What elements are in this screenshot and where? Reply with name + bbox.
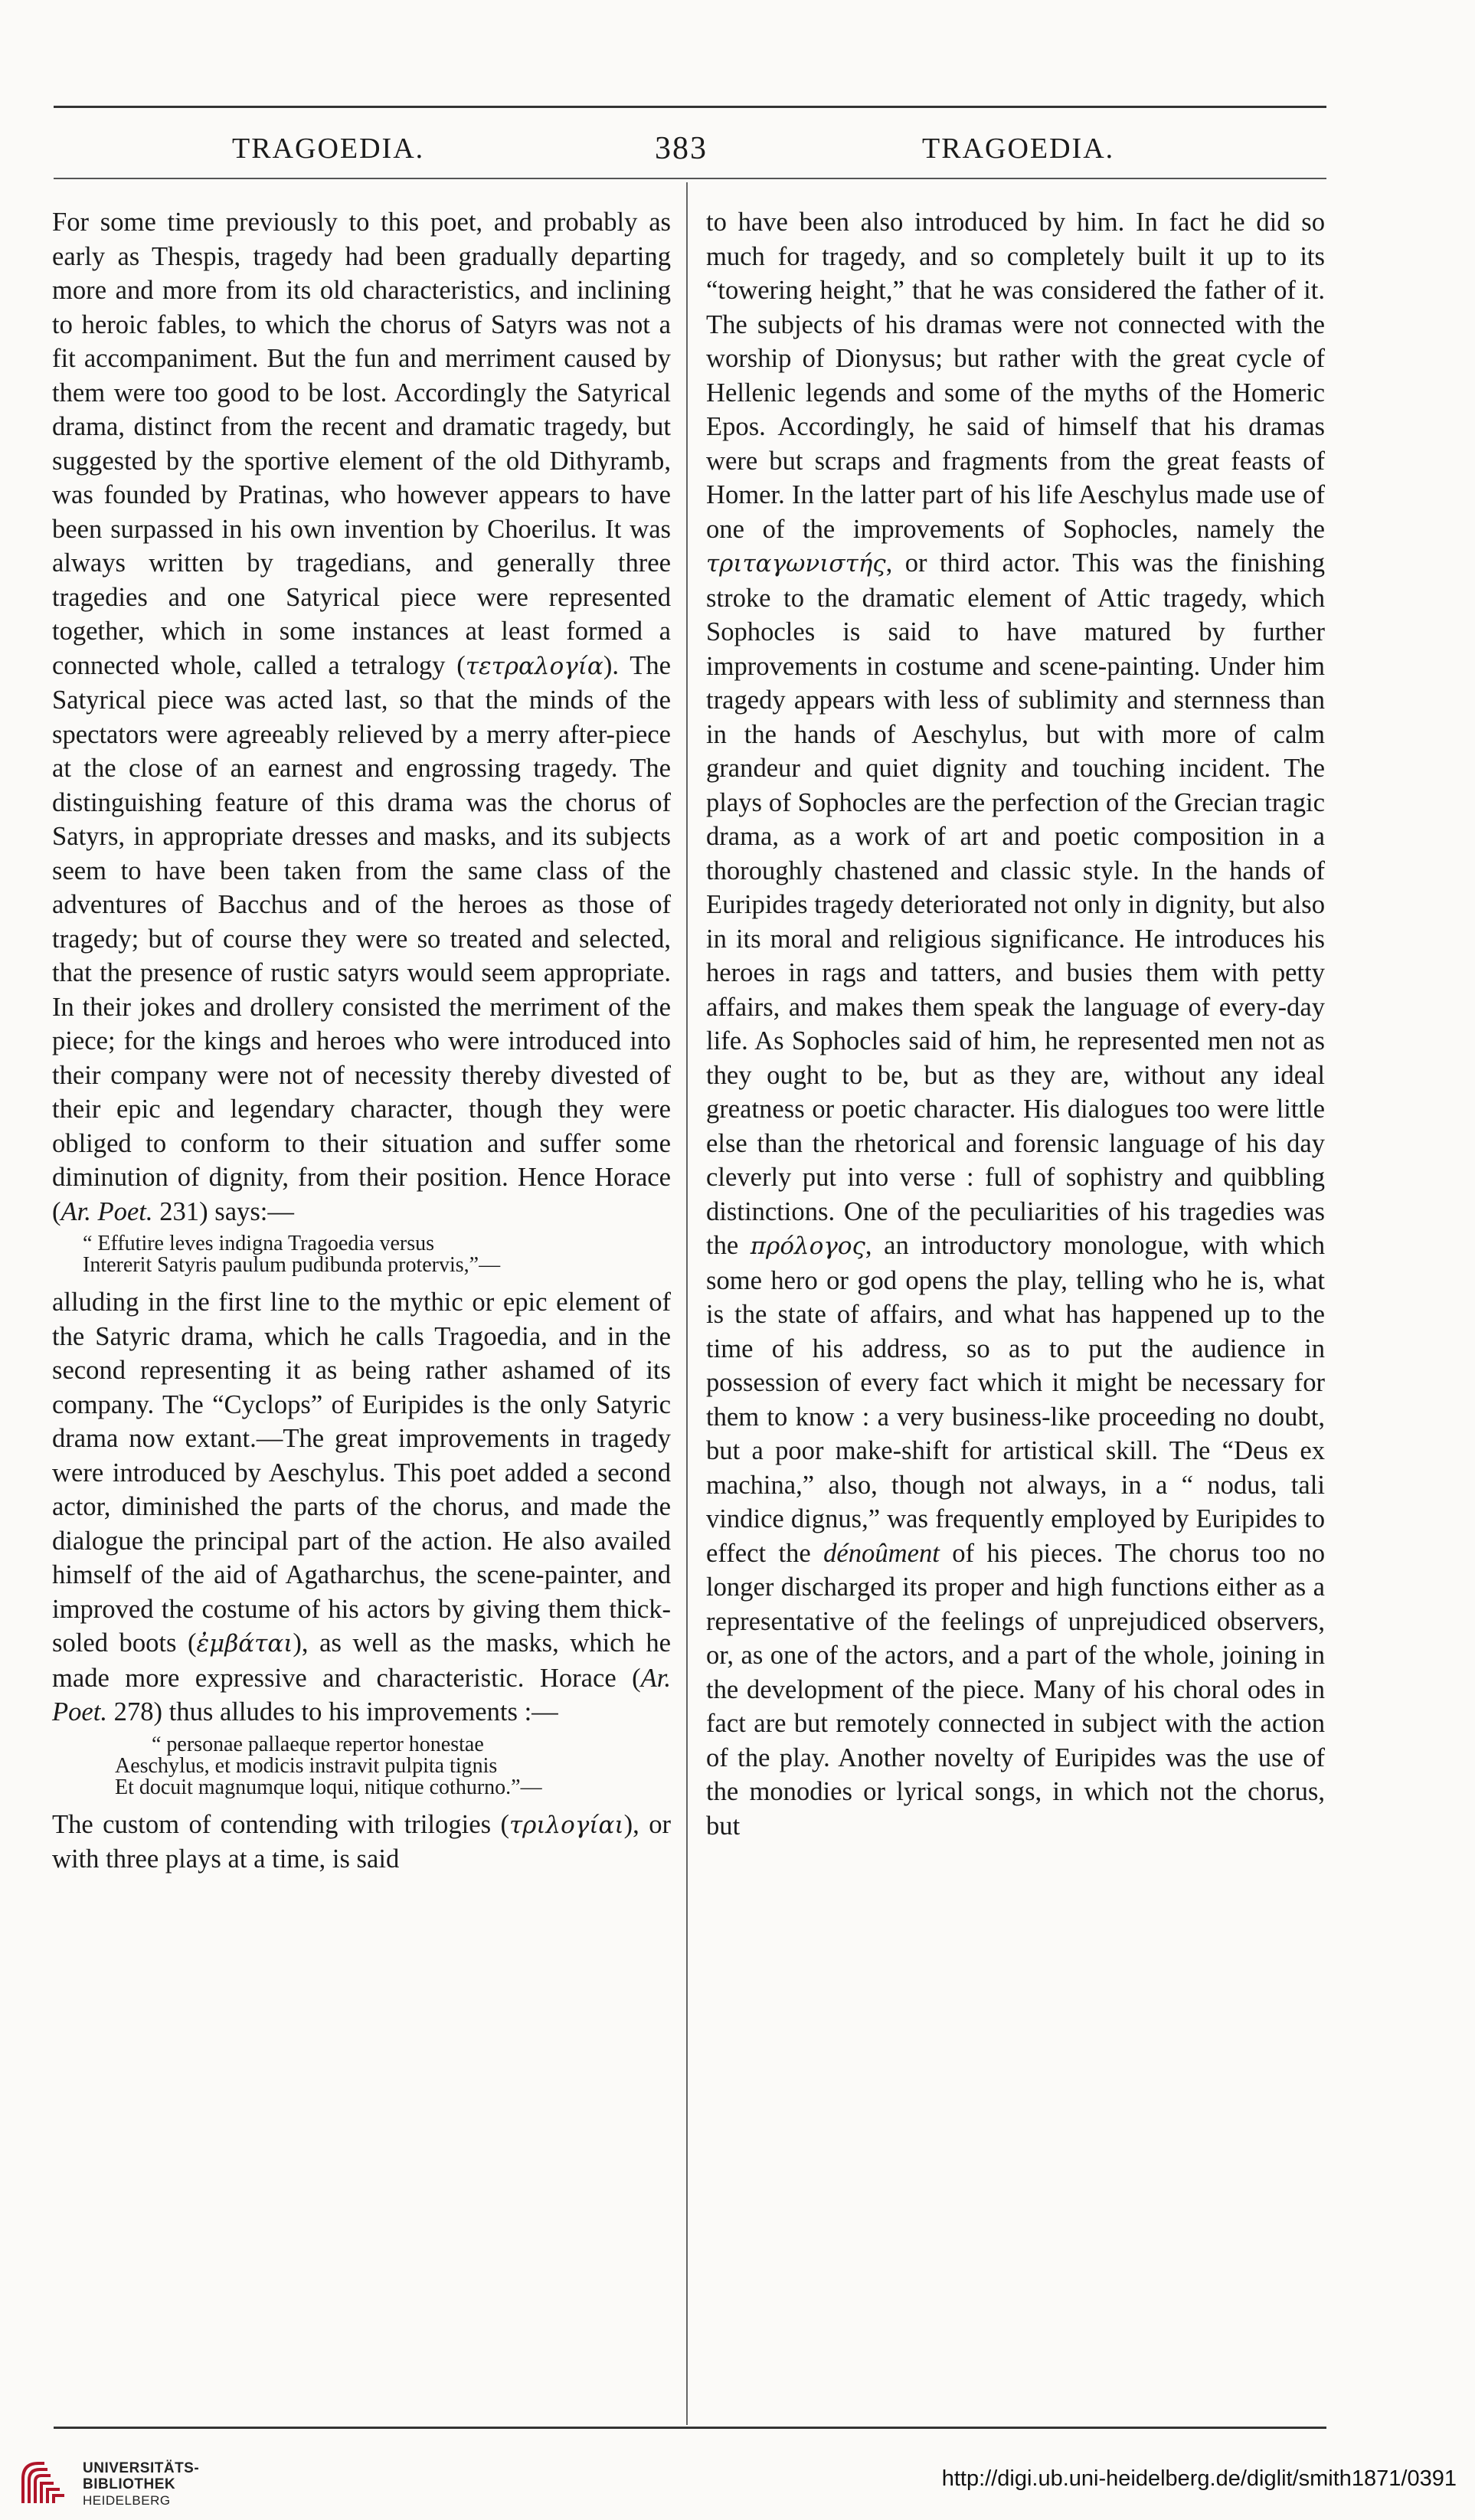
paragraph xyxy=(52,1808,671,1877)
paragraph xyxy=(706,205,1325,1843)
text-run: , or third actor. This was the finishing stroke to the dramatic element of Attic tragedy, which Sophocles is said to have matured by further improvements in costume and scene-painting. Under him tragedy appears with less of sublimity and sternness than in the hands of Aeschylus, but with more of calm grandeur and quiet dignity and touching incident. The plays of Sophocles are the perfection of the Grecian tragic drama, as a work of art and poetic composition in a thoroughly chastened and classic style. In the hands of Euripides tragedy deteriorated not only in dignity, but also in its moral and religious significance. He introduces his heroes in rags and tatters, and busies them with petty affairs, and makes them speak the language of every-day life. As Sophocles said of him, he represented men not as they ought to be, but as they are, without any ideal greatness or poetic character. His dialogues too were little else than the rhetorical and forensic language of his day cleverly put into verse : full of sophistry and quibbling distinctions. One of the peculiarities of his tragedies was the xyxy=(706,548,1325,1260)
top-rule xyxy=(54,106,1326,108)
quote-line: “ Effutire leves indigna Tragoedia versus xyxy=(83,1232,435,1255)
text-run: 278) thus alludes to his improvements :— xyxy=(107,1697,558,1726)
greek-term: τριταγωνιστής xyxy=(706,550,886,578)
text-run: , an introductory monologue, with which some hero or god opens the play, telling who he is, what is the state of affairs, and what has happened up to the time of his address, so as to put the audience in possession of every fact which it might be necessary for them to know : a very business-like proceeding no doubt, but a poor make-shift for artistical skill. The “Deus ex machina,” also, though not always, in a “ nodus, tali vindice dignus,” was frequently employed by Euripides to effect the xyxy=(706,1231,1325,1568)
heidelberg-library-logo-icon xyxy=(17,2456,70,2509)
quote-line: Et docuit magnumque loqui, nitique cothurno.”— xyxy=(115,1775,542,1799)
library-name-line: BIBLIOTHEK xyxy=(83,2476,176,2492)
column-divider xyxy=(686,182,688,2425)
citation: Ar. Poet. xyxy=(52,1663,671,1726)
text-run: to have been also introduced by him. In fact he did so much for tragedy, and so completely built it up to its “towering height,” that he was considered the father of it. The subjects of his dramas were not connected with the worship of Dionysus; but rather with the great cycle of Hellenic legends and some of the myths of the Homeric Epos. Accordingly, he said of himself that his dramas were but scraps and fragments from the great feasts of Homer. In the latter part of his life Aeschylus made use of one of the improvements of Sophocles, namely the xyxy=(706,208,1325,544)
footer xyxy=(0,2448,1475,2520)
header-rule xyxy=(54,178,1326,179)
greek-term: τετραλογία xyxy=(465,652,603,680)
text-run: of his pieces. The chorus too no longer discharged its proper and high functions either as a representative of the feelings of unprejudiced observers, or, as one of the actors, and a part of the whole, joining in the development of the piece. Many of his choral odes in fact are but remotely connected in subject with the action of the play. Another novelty of Euripides was the use of the monodies or lyrical songs, in which not the chorus, but xyxy=(706,1538,1325,1841)
library-name-line: UNIVERSITÄTS- xyxy=(83,2460,200,2476)
greek-term: τριλογίαι xyxy=(509,1811,624,1839)
citation: Ar. Poet. xyxy=(61,1196,153,1226)
quote-line: Intererit Satyris paulum pudibunda protervis,”— xyxy=(83,1253,501,1277)
running-head-right: TRAGOEDIA. xyxy=(922,133,1115,165)
left-column xyxy=(52,205,671,1877)
paragraph xyxy=(52,1285,671,1730)
text-run: The custom of contending with trilogies ( xyxy=(52,1809,509,1839)
text-run: For some time previously to this poet, and probably as early as Thespis, tragedy had been gradually departing more and more from its old characteristics, and inclining to heroic fables, to which the chorus of Satyrs was not a fit accompaniment. But the fun and merriment caused by them were too good to be lost. Accordingly the Satyrical drama, distinct from the recent and dramatic tragedy, but suggested by the sportive element of the old Dithyramb, was founded by Pratinas, who however appears to have been surpassed in his own invention by Choerilus. It was always written by tragedians, and generally three tragedies and one Satyrical piece were represented together, which in some instances at least formed a connected whole, called a tetralogy ( xyxy=(52,208,671,680)
library-name xyxy=(83,2460,199,2509)
source-url-link[interactable]: http://digi.ub.uni-heidelberg.de/diglit/smith1871/0391 xyxy=(941,2466,1457,2491)
bottom-rule xyxy=(54,2427,1326,2429)
page-number: 383 xyxy=(655,131,708,166)
greek-term: πρόλογος xyxy=(750,1232,865,1260)
quote-line: Aeschylus, et modicis instravit pulpita tignis xyxy=(115,1753,498,1778)
library-name-line: HEIDELBERG xyxy=(83,2493,171,2508)
text-run: ), as well as the masks, which he made more expressive and characteristic. Horace ( xyxy=(52,1628,671,1693)
quote-line: “ personae pallaeque repertor honestae xyxy=(152,1732,484,1756)
block-quote xyxy=(52,1734,671,1798)
block-quote xyxy=(52,1233,671,1276)
text-run: alluding in the first line to the mythic or epic element of the Satyric drama, which he calls Tragoedia, and in the second representing it as being rather ashamed of its company. The “Cyclops” of Euripides is the only Satyric drama now extant.—The great improvements in tragedy were introduced by Aeschylus. This poet added a second actor, diminished the parts of the chorus, and made the dialogue the principal part of the action. He also availed himself of the aid of Agatharchus, the scene-painter, and improved the costume of his actors by giving them thick-soled boots ( xyxy=(52,1288,671,1658)
right-column xyxy=(706,205,1325,1843)
text-run: 231) says:— xyxy=(152,1196,294,1226)
greek-term: ἐμβάται xyxy=(196,1630,293,1658)
text-run: ). The Satyrical piece was acted last, so that the minds of the spectators were agreeably relieved by a merry after-piece at the close of an earnest and engrossing tragedy. The distinguishing feature of this drama was the chorus of Satyrs, in appropriate dresses and masks, and its subjects seem to have been taken from the same class of the adventures of Bacchus and of the heroes as those of tragedy; but of course they were so treated and selected, that the presence of rustic satyrs would seem appropriate. In their jokes and drollery consisted the merriment of the piece; for the kings and heroes who were introduced into their company were not of necessity thereby divested of their epic and legendary character, though they were obliged to conform to their situation and suffer some diminution of dignity, from their position. Hence Horace ( xyxy=(52,650,671,1226)
running-head-left: TRAGOEDIA. xyxy=(232,133,425,165)
italic-term: dénoûment xyxy=(823,1538,940,1568)
paragraph xyxy=(52,205,671,1229)
text-run: ), or with three plays at a time, is said xyxy=(52,1809,672,1874)
